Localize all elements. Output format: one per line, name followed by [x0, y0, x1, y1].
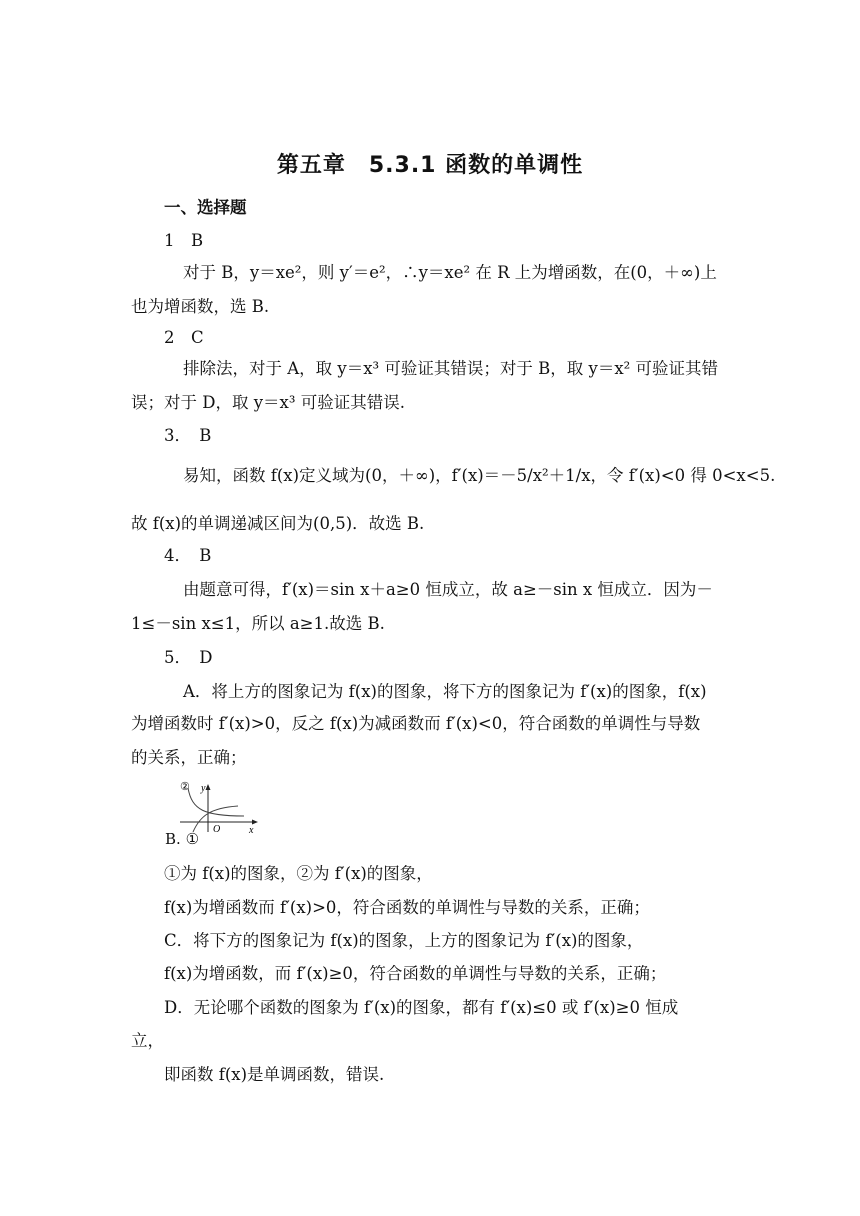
option-c-line-1: C．将下方的图象记为 f(x)的图象，上方的图象记为 f′(x)的图象，	[164, 931, 644, 950]
x-axis-label: x	[249, 825, 254, 834]
answer-2-text-line-1: 排除法，对于 A，取 y＝x³ 可验证其错误；对于 B，取 y＝x² 可验证其错	[183, 359, 718, 378]
option-d-line-2: 立，	[131, 1031, 164, 1050]
function-graph-figure	[178, 778, 260, 834]
y-axis-label: y	[201, 783, 206, 794]
answer-3-text-line-2: 故 f(x)的单调递减区间为(0,5)．故选 B.	[131, 514, 425, 533]
option-a-line-3: 的关系，正确；	[131, 748, 247, 767]
section-heading: 一、选择题	[164, 198, 247, 217]
option-b-label: B. ①	[165, 830, 200, 848]
option-b-line-1: ①为 f(x)的图象，②为 f′(x)的图象，	[164, 864, 433, 883]
answer-4-text-line-2: 1≤－sin x≤1，所以 a≥1.故选 B.	[131, 614, 385, 633]
option-c-line-2: f(x)为增函数，而 f′(x)≥0，符合函数的单调性与导数的关系，正确；	[164, 964, 667, 983]
answer-1-label: 1 B	[164, 231, 204, 250]
y-axis-arrow	[206, 784, 211, 790]
page-title: 第五章 5.3.1 函数的单调性	[276, 153, 584, 178]
answer-1-text-line-1: 对于 B，y＝xe²，则 y′＝e²，∴y＝xe² 在 R 上为增函数，在(0，＋∞)上	[183, 263, 717, 282]
curve-decreasing	[188, 788, 244, 816]
answer-3-label: 3． B	[164, 426, 212, 445]
option-a-line-2: 为增函数时 f′(x)>0，反之 f(x)为减函数而 f′(x)<0，符合函数的单调性与导数	[131, 714, 701, 733]
option-d-line-3: 即函数 f(x)是单调函数，错误.	[164, 1065, 385, 1084]
answer-4-text-line-1: 由题意可得，f′(x)＝sin x＋a≥0 恒成立，故 a≥－sin x 恒成立．因为－	[183, 580, 713, 599]
answer-4-label: 4． B	[164, 546, 212, 565]
answer-3-text-line-1: 易知，函数 f(x)定义域为(0，＋∞)，f′(x)＝－5/x²＋1/x，令 f′(x)<0 得 0<x<5.	[183, 466, 776, 485]
answer-1-text-line-2: 也为增函数，选 B.	[131, 297, 270, 316]
origin-label: O	[213, 824, 221, 834]
option-b-line-2: f(x)为增函数而 f′(x)>0，符合函数的单调性与导数的关系，正确；	[164, 898, 650, 917]
curve-label-2: ②	[180, 781, 190, 793]
answer-2-text-line-2: 误；对于 D，取 y＝x³ 可验证其错误.	[131, 393, 405, 412]
answer-5-label: 5． D	[164, 648, 213, 667]
answer-2-label: 2 C	[164, 328, 204, 347]
option-a-line-1: A．将上方的图象记为 f(x)的图象，将下方的图象记为 f′(x)的图象，f(x)	[183, 682, 707, 701]
option-d-line-1: D．无论哪个函数的图象为 f′(x)的图象，都有 f′(x)≤0 或 f′(x)≥0 恒成	[164, 998, 679, 1017]
x-axis-arrow	[252, 820, 258, 825]
